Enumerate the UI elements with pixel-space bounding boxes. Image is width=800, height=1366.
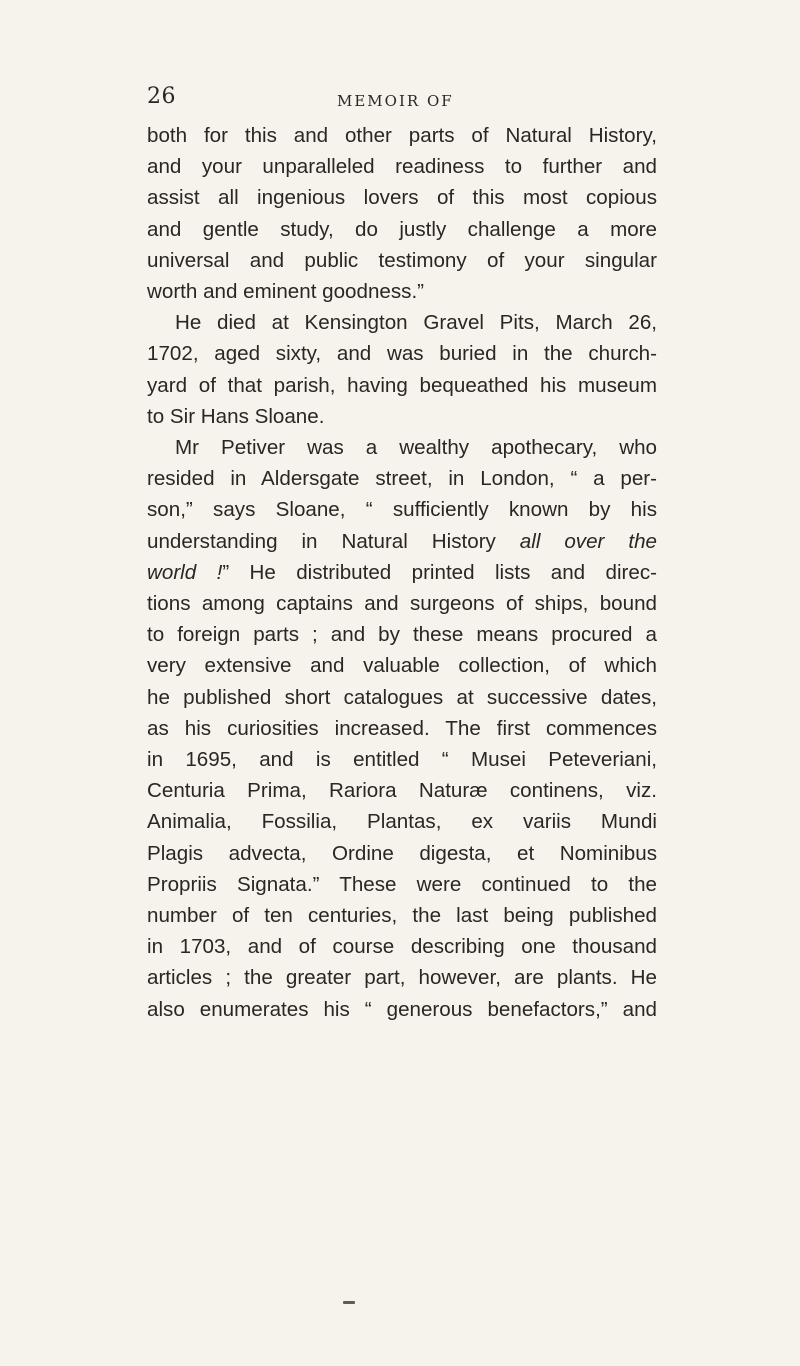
- text-line: also enumerates his “ generous benefactors,” and: [147, 997, 657, 1021]
- text-line-mixed: [147, 526, 657, 557]
- text-line: universal and public testimony of your singular: [147, 248, 657, 272]
- text-line: and gentle study, do justly challenge a more: [147, 217, 657, 241]
- text-line: Mr Petiver was a wealthy apothecary, who: [175, 436, 657, 460]
- text-line: in 1703, and of course describing one thousand: [147, 935, 657, 959]
- text-line: Animalia, Fossilia, Plantas, ex variis Mundi: [147, 810, 657, 834]
- text-line: very extensive and valuable collection, of which: [147, 654, 657, 678]
- text-line: yard of that parish, having bequeathed his museum: [147, 373, 657, 397]
- text-line: He died at Kensington Gravel Pits, March 26,: [175, 311, 657, 335]
- text-line: Centuria Prima, Rariora Naturæ continens, viz.: [147, 779, 657, 803]
- text-segment: understanding in Natural History: [147, 529, 520, 553]
- text-line: and your unparalleled readiness to further and: [147, 155, 657, 179]
- text-line: 1702, aged sixty, and was buried in the church-: [147, 342, 657, 366]
- text-segment: ” He distributed printed lists and direc-: [222, 560, 657, 584]
- text-line: articles ; the greater part, however, are plants. He: [147, 966, 657, 990]
- text-line: Propriis Signata.” These were continued to the: [147, 872, 657, 896]
- text-line: he published short catalogues at successive dates,: [147, 685, 657, 709]
- text-line: assist all ingenious lovers of this most copious: [147, 186, 657, 210]
- text-line: as his curiosities increased. The first commences: [147, 716, 657, 740]
- page-header: [147, 84, 657, 120]
- text-line: worth and eminent goodness.”: [147, 280, 425, 304]
- text-line: number of ten centuries, the last being published: [147, 904, 657, 928]
- text-line: son,” says Sloane, “ sufficiently known by his: [147, 498, 657, 522]
- italic-segment: all over the: [519, 529, 657, 553]
- text-line: to foreign parts ; and by these means procured a: [147, 623, 657, 647]
- text-line: resided in Aldersgate street, in London, “ a per-: [147, 467, 657, 491]
- printer-mark: [343, 1301, 355, 1304]
- text-line: tions among captains and surgeons of ships, bound: [147, 592, 657, 616]
- text-line: in 1695, and is entitled “ Musei Peteveriani,: [147, 748, 657, 772]
- italic-segment: world !: [147, 560, 223, 584]
- text-line: Plagis advecta, Ordine digesta, et Nominibus: [147, 841, 657, 865]
- text-line: both for this and other parts of Natural History,: [147, 124, 657, 147]
- running-head: MEMOIR OF: [337, 92, 454, 110]
- body-text: [147, 120, 657, 1025]
- text-line-mixed: [147, 557, 657, 588]
- text-line: to Sir Hans Sloane.: [147, 404, 325, 428]
- page-number: 26: [147, 84, 176, 109]
